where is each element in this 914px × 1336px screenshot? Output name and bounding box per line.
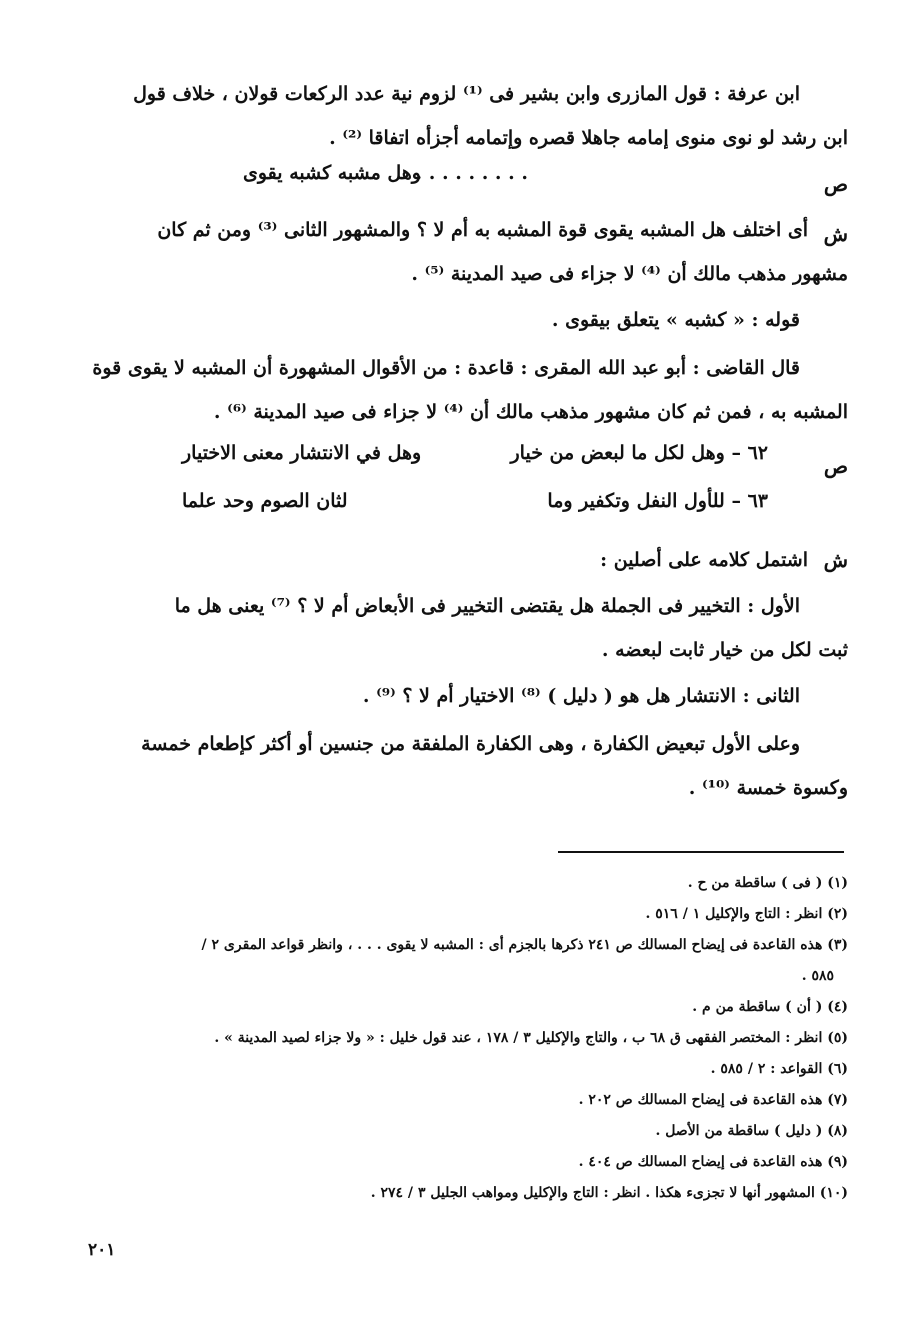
sharh1-line-1: أى اختلف هل المشبه يقوى قوة المشبه به أم لا ؟ والمشهور الثانى ⁽³⁾ ومن ثم كان xyxy=(157,219,808,241)
verse-text1: وهل مشبه كشبه يقوى xyxy=(243,162,421,184)
qadi-line-2: المشبه به ، فمن ثم كان مشهور مذهب مالك أن ⁽⁴⁾ لا جزاء فى صيد المدينة ⁽⁶⁾ . xyxy=(213,401,848,423)
first-principle xyxy=(68,584,848,672)
first-principle-line-1: الأول : التخيير فى الجملة هل يقتضى التخيير فى الأبعاض أم لا ؟ ⁽⁷⁾ يعنى هل ما xyxy=(174,595,800,617)
footnote-5: (٥) انظر : المختصر الفقهى ق ٦٨ ب ، والتاج والإكليل ٣ / ١٧٨ ، عند قول خليل : « ولا جزاء لصيد المدينة » . xyxy=(214,1030,848,1046)
sharh2-heading-text: اشتمل كلامه على أصلين : xyxy=(600,549,808,571)
verse-row-63 xyxy=(68,490,848,530)
qawluhu-line: قوله : « كشبه » يتعلق بيقوى . xyxy=(551,309,800,331)
page-number: ٢٠١ xyxy=(88,1240,116,1260)
intro-paragraph xyxy=(68,72,848,160)
on-first-line-1: وعلى الأول تبعيض الكفارة ، وهى الكفارة الملفقة من جنسين أو أكثر كإطعام خمسة xyxy=(141,733,800,755)
footnote-7: (٧) هذه القاعدة فى إيضاح المسالك ص ٢٠٢ . xyxy=(578,1092,848,1108)
footnote-2: (٢) انظر : التاج والإكليل ١ / ٥١٦ . xyxy=(645,906,848,922)
qadi-line-1: قال القاضى : أبو عبد الله المقرى : قاعدة : من الأقوال المشهورة أن المشبه لا يقوى قوة xyxy=(92,357,800,379)
text-marker-sad-2: ص xyxy=(823,454,848,478)
footnote-1: (١) ( فى ) ساقطة من ح . xyxy=(687,875,848,891)
sharh1-paragraph xyxy=(68,208,848,296)
verse-62-second: وهل في الانتشار معنى الاختيار xyxy=(182,442,422,464)
text-marker-sad: ص xyxy=(823,172,848,196)
intro-line-2: ابن رشد لو نوى منوى إمامه جاهلا قصره وإتمامه أجزأه اتفاقا ⁽²⁾ . xyxy=(329,127,848,149)
verse-63-first: ٦٣ – للأول النفل وتكفير وما xyxy=(547,490,768,512)
verse-63-second: لثان الصوم وحد علما xyxy=(182,490,348,512)
sharh-marker-shin: ش xyxy=(823,222,848,246)
verse-row-text1 xyxy=(68,162,848,202)
footnote-3-cont: ٥٨٥ . xyxy=(801,968,834,984)
footnote-9: (٩) هذه القاعدة فى إيضاح المسالك ص ٤٠٤ . xyxy=(578,1154,848,1170)
verse-row-62 xyxy=(68,442,848,482)
qadi-paragraph xyxy=(68,346,848,434)
qawluhu-paragraph xyxy=(68,298,848,342)
footnote-10: (١٠) المشهور أنها لا تجزىء هكذا . انظر : التاج والإكليل ومواهب الجليل ٣ / ٢٧٤ . xyxy=(370,1185,848,1201)
verse-62-first: ٦٢ – وهل لكل ما لبعض من خيار xyxy=(510,442,768,464)
intro-line-1: ابن عرفة : قول المازرى وابن بشير فى ⁽¹⁾ لزوم نية عدد الركعات قولان ، خلاف قول xyxy=(133,83,800,105)
footnotes xyxy=(48,868,848,1209)
second-principle xyxy=(68,674,848,718)
on-first-paragraph xyxy=(68,722,848,810)
sharh-marker-shin-2: ش xyxy=(823,548,848,572)
first-principle-line-2: ثبت لكل من خيار ثابت لبعضه . xyxy=(601,639,848,661)
footnote-6: (٦) القواعد : ٢ / ٥٨٥ . xyxy=(710,1061,848,1077)
footnote-3: (٣) هذه القاعدة فى إيضاح المسالك ص ٢٤١ ذكرها بالجزم أى : المشبه لا يقوى . . . ، وانظر قواعد المقرى ٢ / xyxy=(201,937,848,953)
footnote-separator xyxy=(558,851,844,853)
sharh1-line-2: مشهور مذهب مالك أن ⁽⁴⁾ لا جزاء فى صيد المدينة ⁽⁵⁾ . xyxy=(411,263,848,285)
second-principle-line: الثانى : الانتشار هل هو ( دليل ) ⁽⁸⁾ الاختيار أم لا ؟ ⁽⁹⁾ . xyxy=(362,685,800,707)
footnote-4: (٤) ( أن ) ساقطة من م . xyxy=(692,999,848,1015)
verse-ellipsis: . . . . . . . . . xyxy=(415,162,528,184)
footnote-8: (٨) ( دليل ) ساقطة من الأصل . xyxy=(655,1123,848,1139)
sharh2-heading xyxy=(68,538,848,582)
on-first-line-2: وكسوة خمسة ⁽¹⁰⁾ . xyxy=(688,777,848,799)
